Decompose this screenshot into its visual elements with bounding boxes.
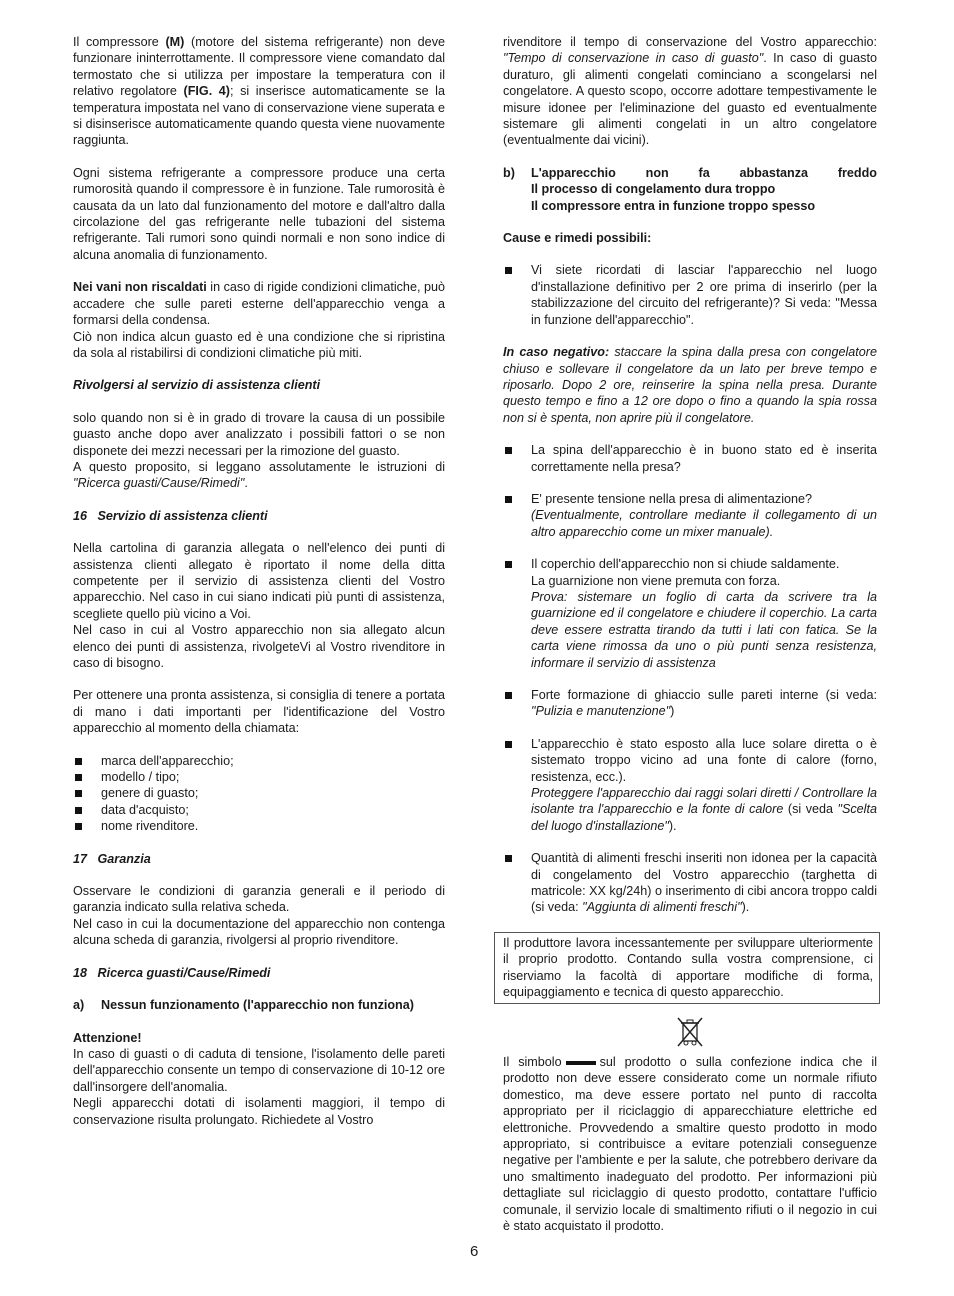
section-16-heading: 16 Servizio di assistenza clienti [73,508,268,523]
weee-paragraph: Il simbolo sul prodotto o sulla confezione indica che il prodotto non deve essere considerato come un normale rifiuto domestico, ma deve essere portato nel punto di raccolta appropriato per il riciclaggio di apparecchiature elettriche ed elettroniche. Provvedendo a smaltire questo prodotto in modo appropriato, si contribuisce a evitare potenziali conseguenze negative per l'ambiente e per la salute, che potrebbero derivare da uno smaltimento inadeguato del prodotto. Per informazioni più dettagliate sul riciclaggio di questo prodotto, contattare l'ufficio comunale, il servizio locale di smaltimento rifiuti o il negozio in cui è stato acquistato il prodotto. [503,1054,877,1233]
attention-paragraph-2: Negli apparecchi dotati di isolamenti maggiori, il tempo di conservazione risulta prolungato. Richiedete al Vostro [73,1096,445,1127]
crossed-bin-icon [676,1016,704,1048]
list-item: modello / tipo; [73,769,445,785]
bullet-installation: Vi siete ricordati di lasciar l'apparecchio nel luogo d'installazione definitivo per 2 ore prima di inserirlo (per la stabilizzazione del circuito del refrigerante)? Si veda: "Messa in funzione dell'apparecchio". [503,262,877,328]
list-item: data d'acquisto; [73,802,445,818]
service-paragraph: Nella cartolina di garanzia allegata o nell'elenco dei punti di assistenza clienti allegato è riportato il nome della ditta competente per il servizio di assistenza clienti del Vostro apparecchio. Nel caso in cui siano indicati più punti di assistenza, scegliete quello più vicino a Voi. [73,541,445,621]
contact-service-heading: Rivolgersi al servizio di assistenza clienti [73,378,321,393]
manufacturer-notice-box: Il produttore lavora incessantemente per sviluppare ulteriormente il proprio prodotto. Contando sulla vostra comprensione, ci riserviamo la facoltà di apportare modifiche di forma, equipaggiamento e tecnica di questo apparecchio. [494,932,880,1004]
bullet-lid: Il coperchio dell'apparecchio non si chiude saldamente. La guarnizione non viene premuta con forza. Prova: sistemare un foglio di carta da scrivere tra la guarnizione ed il congelatore e chiudere il coperchio. La carta deve essere estratta tirando da tutti i lati con fatica. Se la carta viene rimossa da uno o più punti senza resistenza, informare il servizio di assistenza [503,556,877,671]
attention-paragraph: In caso di guasti o di caduta di tensione, l'isolamento delle pareti dell'apparecchio consente un tempo di conservazione di 10-12 ore dall'insorgere dell'anomalia. [73,1046,445,1094]
black-bar-icon [566,1061,596,1065]
compressor-paragraph: Il compressore (M) (motore del sistema refrigerante) non deve funzionare ininterrottamente. Il compressore viene comandato dal termostato che si utilizza per impostare la temperatura con il relativo regolatore (FIG. 4); si inserisce automaticamente se la temperatura impostata nel vano di conservazione viene superata e si disinserisce automaticamente quando questa viene nuovamente raggiunta. [73,35,445,148]
negative-case-paragraph: In caso negativo: staccare la spina dalla presa con congelatore chiuso e sollevare il congelatore da un lato per breve tempo e riposarlo. Dopo 2 ore, reinserire la spina nella presa. Durante questo tempo e fino a 12 ore dopo o fino a quando la spia rossa non si è spenta, non aprire più il congelatore. [503,345,877,425]
bullet-voltage: E' presente tensione nella presa di alimentazione? (Eventualmente, controllare mediante il collegamento di un altro apparecchio come un mixer manuale). [503,491,877,540]
condensation-paragraph-2: Ciò non indica alcun guasto ed è una condizione che si ripristina da sola al ristabilirsi di condizioni climatiche più miti. [73,329,445,360]
warranty-paragraph-2: Nel caso in cui la documentazione del apparecchio non contenga alcuna scheda di garanzia, rivolgersi al proprio rivenditore. [73,916,445,948]
bullet-sunlight: L'apparecchio è stato esposto alla luce solare diretta o è sistemato troppo vicino ad una fonte di calore (forno, resistenza, ecc.). Proteggere l'apparecchio dai raggi solari diretti / Controllare la isolante tra l'apparecchio e la fonte di calore (si veda "Scelta del luogo d'installazione"). [503,736,877,834]
warranty-paragraph: Osservare le condizioni di garanzia generali e il periodo di garanzia indicato sulla relativa scheda. [73,884,445,915]
list-item: genere di guasto; [73,785,445,801]
identification-paragraph: Per ottenere una pronta assistenza, si consiglia di tenere a portata di mano i dati importanti per l'identificazione del Vostro apparecchio al momento della chiamata: [73,688,445,736]
list-item: nome rivenditore. [73,818,445,834]
weee-symbol [503,1016,877,1052]
contact-service-paragraph: solo quando non si è in grado di trovare la causa di un possibile guasto anche dopo aver analizzato i possibili fattori o se non disponete dei mezzi necessari per la rimozione del guasto. [73,410,445,458]
left-column [73,34,445,1144]
case-b-heading: b) L'apparecchio non fa abbastanza freddo Il processo di congelamento dura troppo Il compressore entra in funzione troppo spesso [503,165,877,213]
storage-time-paragraph: rivenditore il tempo di conservazione del Vostro apparecchio: "Tempo di conservazione in caso di guasto". In caso di guasto duraturo, gli alimenti congelati cominciano a scongelarsi nel congelatore. A questo scopo, occorre adottare tempestivamente le misure idonee per l'eliminazione del guasto ed eventualmente sistemare gli alimenti congelati in un altro congelatore (eventualmente dai vicini). [503,35,877,148]
service-paragraph-2: Nel caso in cui al Vostro apparecchio non sia allegato alcun elenco dei punti di assistenza, rivolgeteVi al Vostro rivenditore in caso di bisogno. [73,623,445,670]
bullet-food-quantity: Quantità di alimenti freschi inseriti non idonea per la capacità di congelamento del Vostro apparecchio (targhetta di matricole: XX kg/24h) o inserimento di cibi ancora troppo caldi (si veda: "Aggiunta di alimenti freschi"). [503,850,877,916]
bullet-plug: La spina dell'apparecchio è in buono stato ed è inserita correttamente nella presa? [503,442,877,475]
bullet-ice: Forte formazione di ghiaccio sulle pareti interne (si veda: "Pulizia e manutenzione") [503,687,877,720]
troubleshooting-reference: A questo proposito, si leggano assolutamente le istruzioni di "Ricerca guasti/Cause/Rimedi". [73,459,445,491]
noise-paragraph: Ogni sistema refrigerante a compressore produce una certa rumorosità quando il compressore è in funzione. Tale rumorosità è causata da un lato dal funzionamento del motore e dall'altro dalla circolazione del gas refrigerante nelle tubazioni del sistema refrigerante. Tali rumori sono quindi normali e non sono indice di alcuna anomalia di funzionamento. [73,165,445,262]
section-18-heading: 18 Ricerca guasti/Cause/Rimedi [73,965,271,980]
causes-heading: Cause e rimedi possibili: [503,231,652,246]
identification-list [73,753,445,835]
right-column [503,34,877,1250]
condensation-paragraph: Nei vani non riscaldati in caso di rigide condizioni climatiche, può accadere che sulle pareti esterne dell'apparecchio venga a formarsi della condensa. [73,280,445,328]
attention-label: Attenzione! [73,1030,142,1045]
list-item: marca dell'apparecchio; [73,753,445,769]
page-number: 6 [470,1243,479,1260]
section-17-heading: 17 Garanzia [73,851,151,866]
case-a-heading: a) Nessun funzionamento (l'apparecchio non funziona) [73,998,414,1013]
